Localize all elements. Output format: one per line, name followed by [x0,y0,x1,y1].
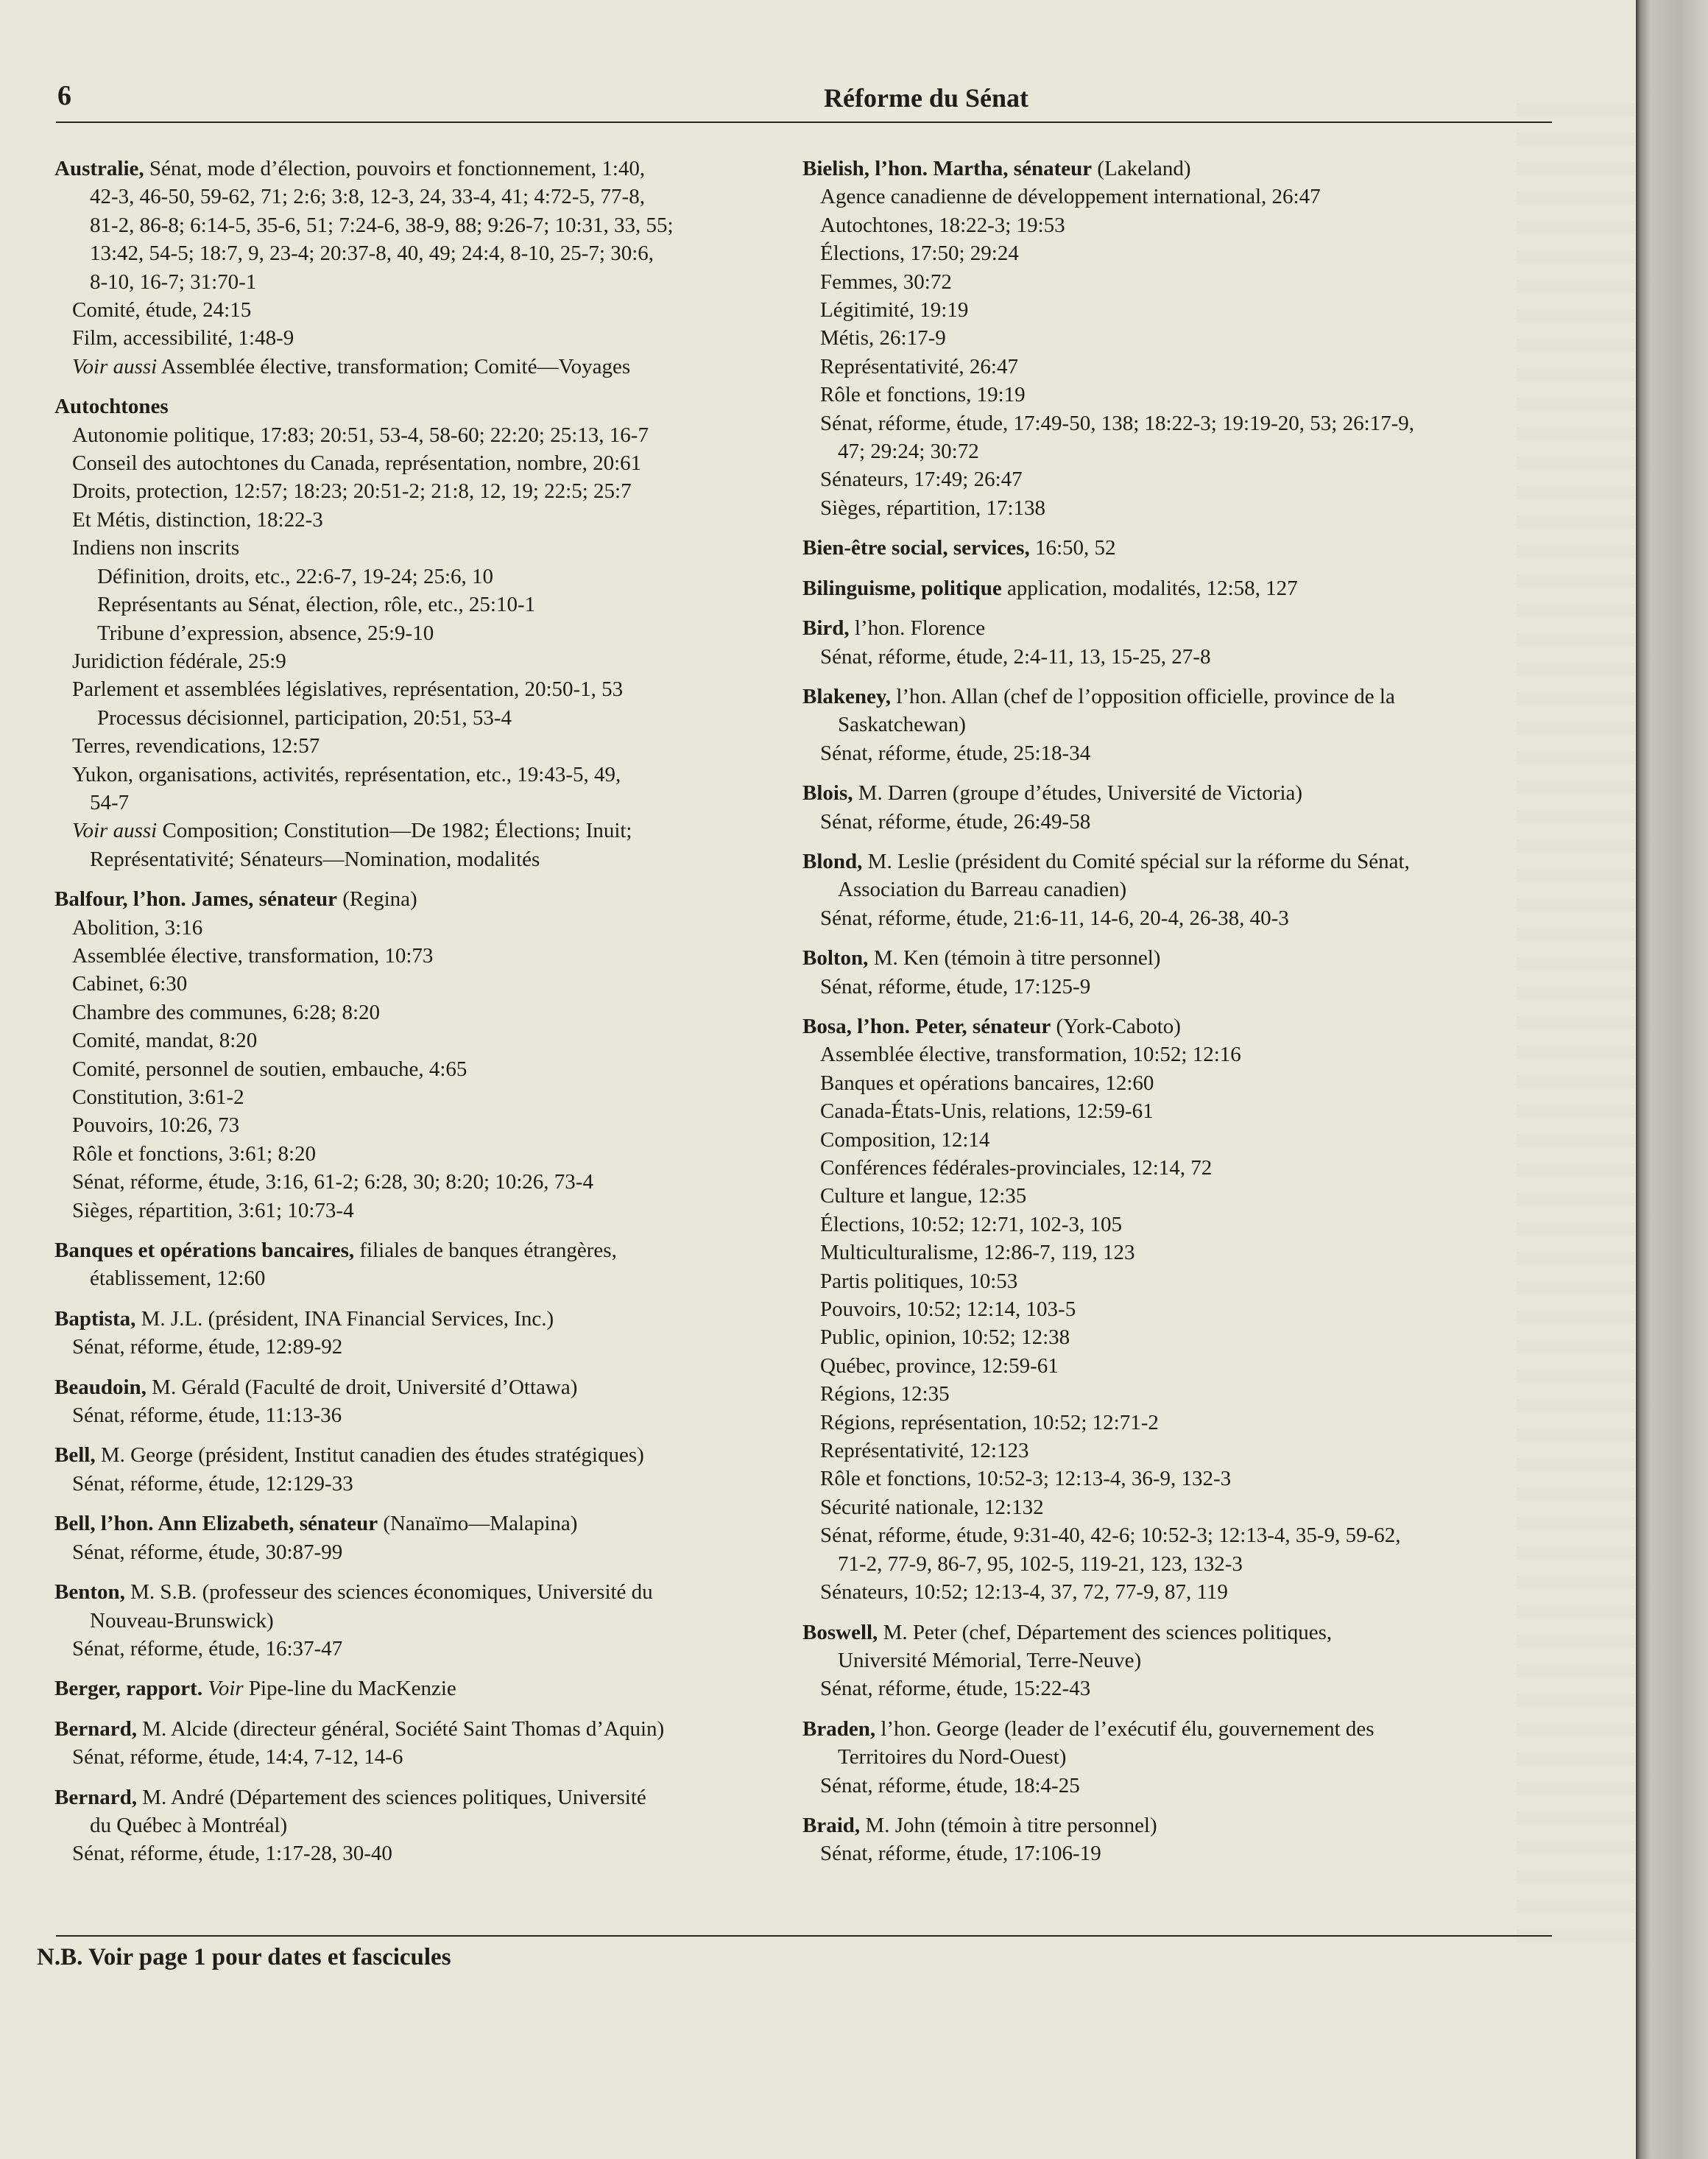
entry-heading-line [54,1305,798,1333]
entry-heading: Beaudoin, [54,1375,147,1399]
footer-rule [56,1935,1552,1937]
entry-subline [802,1578,1561,1606]
entry-text: Droits, protection, 12:57; 18:23; 20:51-2; 21:8, 12, 19; 22:5; 25:7 [72,479,632,504]
entry-text: Multiculturalisme, 12:86-7, 119, 123 [820,1241,1135,1265]
entry-heading-line [802,534,1561,562]
entry-subline [802,973,1561,1001]
entry-text: Université Mémorial, Terre-Neuve) [838,1648,1142,1672]
entry-text: Sénat, réforme, étude, 25:18-34 [820,741,1091,765]
entry-subline [802,1126,1561,1154]
entry-text: M. Leslie (président du Comité spécial sur la réforme du Sénat, [862,849,1410,873]
entry-text: Film, accessibilité, 1:48-9 [72,326,294,351]
entry-text: Métis, 26:17-9 [820,326,946,351]
header-rule [56,121,1552,123]
entry-text: Sénat, réforme, étude, 14:4, 7-12, 14-6 [72,1745,403,1769]
index-entry [54,155,798,381]
entry-subline [802,381,1561,409]
entry-subline [54,353,798,381]
entry-text: 13:42, 54-5; 18:7, 9, 23-4; 20:37-8, 40, 49; 24:4, 8-10, 25-7; 30:6, [90,242,654,266]
entry-subline [54,563,798,591]
entry-text: Représentativité; Sénateurs—Nomination, modalités [90,847,540,871]
entry-subline [54,534,798,562]
entry-text: Processus décisionnel, participation, 20:51, 53-4 [97,705,512,730]
entry-text: Régions, représentation, 10:52; 12:71-2 [820,1410,1159,1434]
entry-subline [54,970,798,998]
entry-subline [54,1743,798,1771]
entry-subline [54,1635,798,1663]
entry-text: 71-2, 77-9, 86-7, 95, 102-5, 119-21, 123, 132-3 [838,1552,1243,1576]
entry-subline [802,494,1561,522]
entry-heading-line [802,1619,1561,1646]
entry-heading-line [802,848,1561,876]
entry-heading-line [54,1373,798,1401]
entry-heading: Bernard, [54,1785,137,1809]
entry-text: M. Alcide (directeur général, Société Saint Thomas d’Aquin) [136,1716,665,1741]
entry-subline [54,1811,798,1839]
entry-text: Sénat, réforme, étude, 30:87-99 [72,1540,343,1564]
entry-text: Sénat, réforme, étude, 3:16, 61-2; 6:28, 30; 8:20; 10:26, 73-4 [72,1170,593,1194]
entry-text: M. Peter (chef, Département des sciences politiques, [878,1620,1333,1644]
entry-subline [54,1264,798,1292]
entry-text: Représentants au Sénat, élection, rôle, etc., 25:10-1 [97,593,536,617]
entry-text: Sièges, répartition, 17:138 [820,496,1046,520]
entry-subline [54,1055,798,1083]
entry-text: Sécurité nationale, 12:132 [820,1495,1044,1519]
entry-subline [802,1211,1561,1239]
entry-heading-line [802,614,1561,642]
entry-text: 81-2, 86-8; 6:14-5, 35-6, 51; 7:24-6, 38-9, 88; 9:26-7; 10:31, 33, 55; [90,213,674,237]
entry-text: Abolition, 3:16 [72,915,203,940]
entry-heading: Blois, [802,781,853,806]
entry-heading-line [802,683,1561,711]
entry-text: Sénateurs, 10:52; 12:13-4, 37, 72, 77-9, 87, 119 [820,1580,1228,1605]
entry-subline [54,1607,798,1635]
entry-heading: Banques et opérations bancaires, [54,1239,355,1263]
entry-subline [802,1437,1561,1465]
see-also-label: Voir aussi [72,354,158,378]
entry-subline [54,845,798,873]
entry-subline [802,1182,1561,1210]
entry-text: M. André (Département des sciences politiques, Université [136,1785,646,1809]
entry-text: Tribune d’expression, absence, 25:9-10 [97,621,434,645]
entry-heading: Bell, [54,1443,96,1468]
entry-text: application, modalités, 12:58, 127 [1001,576,1298,600]
entry-subline [54,296,798,324]
entry-subline [54,1026,798,1054]
entry-heading: Bernard, [54,1716,137,1741]
entry-subline [802,1465,1561,1493]
entry-text: Assemblée élective, transformation; Comité—Voyages [157,354,631,378]
entry-subline [802,876,1561,904]
entry-subline [802,183,1561,211]
entry-text: Sénat, réforme, étude, 17:106-19 [820,1842,1101,1866]
index-column-right [802,155,1561,1880]
entry-text: Composition, 12:14 [820,1127,990,1152]
entry-subline [802,643,1561,671]
entry-heading-line [54,155,798,183]
entry-subline [54,647,798,675]
index-entry [802,574,1561,602]
entry-heading-line [54,885,798,913]
entry-heading-line [802,574,1561,602]
entry-subline [802,409,1561,437]
entry-heading: Bosa, l’hon. Peter, sénateur [802,1014,1051,1038]
index-entry [54,1510,798,1566]
entry-text: Comité, personnel de soutien, embauche, 4:65 [72,1057,467,1081]
entry-subline [54,789,798,817]
index-entry [54,1578,798,1663]
entry-text: Juridiction fédérale, 25:9 [72,649,286,673]
entry-text: du Québec à Montréal) [90,1813,288,1837]
entry-text: Rôle et fonctions, 19:19 [820,383,1026,407]
entry-text: l’hon. Florence [849,616,986,641]
index-entry [54,1236,798,1293]
entry-heading: Berger, rapport. [54,1677,203,1701]
entry-text: Indiens non inscrits [72,536,240,560]
entry-heading: Balfour, l’hon. James, sénateur [54,887,337,912]
entry-subline [54,704,798,732]
index-entry [54,885,798,1225]
entry-subline [802,1154,1561,1182]
entry-text: (York-Caboto) [1051,1014,1181,1038]
running-title: Réforme du Sénat [824,83,1028,113]
entry-heading: Bilinguisme, politique [802,576,1002,600]
entry-heading-line [802,1715,1561,1743]
entry-text: Yukon, organisations, activités, représentation, etc., 19:43-5, 49, [72,762,621,786]
entry-subline [802,808,1561,836]
entry-text: Définition, droits, etc., 22:6-7, 19-24; 25:6, 10 [97,564,494,588]
entry-heading: Blond, [802,849,863,873]
entry-subline [54,1168,798,1196]
entry-text: Pouvoirs, 10:52; 12:14, 103-5 [820,1297,1076,1322]
entry-text: Sénat, réforme, étude, 12:89-92 [72,1335,343,1359]
entry-text: (Regina) [337,887,417,912]
entry-text: Assemblée élective, transformation, 10:73 [72,943,434,968]
entry-subline [802,1097,1561,1125]
footer-note: N.B. Voir page 1 pour dates et fascicules [37,1944,451,1970]
index-entry [802,1012,1561,1607]
entry-subline [802,437,1561,465]
entry-text: Sénat, réforme, étude, 15:22-43 [820,1677,1091,1701]
entry-subline [802,268,1561,296]
entry-text: Sénat, réforme, étude, 16:37-47 [72,1636,343,1660]
entry-text: Représentativité, 26:47 [820,354,1018,378]
entry-subline [54,449,798,477]
entry-text: M. Gérald (Faculté de droit, Université d’Ottawa) [146,1375,578,1399]
entry-subline [802,296,1561,324]
index-entry [54,1715,798,1772]
entry-subline [802,1674,1561,1702]
entry-text: Sénat, réforme, étude, 18:4-25 [820,1773,1080,1797]
entry-heading-line [802,1811,1561,1839]
entry-heading-line [54,1236,798,1264]
entry-text: M. George (président, Institut canadien des études stratégiques) [95,1443,644,1468]
entry-text: Sénat, réforme, étude, 9:31-40, 42-6; 10:52-3; 12:13-4, 35-9, 59-62, [820,1524,1401,1548]
entry-heading: Bielish, l’hon. Martha, sénateur [802,157,1093,180]
entry-heading: Australie, [54,157,144,180]
entry-text: Sénat, réforme, étude, 17:49-50, 138; 18:22-3; 19:19-20, 53; 26:17-9, [820,411,1415,435]
entry-heading-line [54,392,798,420]
entry-subline [802,1239,1561,1267]
entry-subline [802,1352,1561,1380]
entry-heading: Bell, l’hon. Ann Elizabeth, sénateur [54,1512,378,1536]
entry-subline [54,619,798,647]
entry-subline [802,324,1561,352]
entry-text: Chambre des communes, 6:28; 8:20 [72,1000,381,1024]
entry-heading: Autochtones [54,395,169,419]
entry-heading: Boswell, [802,1620,878,1644]
entry-text: Rôle et fonctions, 3:61; 8:20 [72,1141,317,1166]
index-entry [54,1305,798,1362]
entry-subline [54,421,798,449]
index-entry [802,848,1561,932]
entry-heading-line [54,1510,798,1538]
entry-subline [54,1111,798,1139]
entry-subline [802,1069,1561,1097]
entry-text: Autochtones, 18:22-3; 19:53 [820,213,1065,237]
page-edge-shadow [1636,0,1708,2159]
index-entry [802,534,1561,562]
entry-heading: Bird, [802,616,850,641]
entry-subline [802,1772,1561,1800]
entry-subline [802,1040,1561,1068]
entry-text: M. John (témoin à titre personnel) [860,1813,1157,1837]
entry-subline [802,1646,1561,1674]
index-entry [802,779,1561,836]
entry-text: Assemblée élective, transformation, 10:52; 12:16 [820,1043,1241,1067]
index-column-left [54,155,798,1880]
entry-text: Sénat, réforme, étude, 26:49-58 [820,809,1091,834]
entry-text: l’hon. George (leader de l’exécutif élu, gouvernement des [875,1716,1374,1741]
entry-heading: Bien-être social, services, [802,536,1030,560]
entry-subline [54,211,798,239]
entry-subline [54,506,798,534]
entry-text: 54-7 [90,790,130,814]
entry-subline [802,1521,1561,1549]
entry-subline [54,1083,798,1111]
entry-text: Partis politiques, 10:53 [820,1269,1018,1293]
entry-subline [54,1839,798,1867]
entry-text: Représentativité, 12:123 [820,1439,1029,1463]
entry-text: Rôle et fonctions, 10:52-3; 12:13-4, 36-9, 132-3 [820,1467,1232,1491]
entry-text: M. Darren (groupe d’études, Université de Victoria) [853,781,1303,806]
entry-text: 47; 29:24; 30:72 [838,440,979,464]
index-entry [802,1811,1561,1868]
entry-text: Canada-États-Unis, relations, 12:59-61 [820,1099,1154,1124]
entry-subline [802,353,1561,381]
entry-subline [54,591,798,619]
entry-heading-line [802,944,1561,972]
entry-subline [54,268,798,296]
entry-text: (Nanaïmo—Malapina) [378,1512,578,1536]
entry-subline [802,1409,1561,1437]
entry-heading: Benton, [54,1580,125,1605]
entry-heading: Blakeney, [802,684,892,708]
entry-text: 16:50, 52 [1029,536,1116,560]
entry-heading-line [54,1441,798,1469]
entry-subline [54,477,798,505]
entry-text: Régions, 12:35 [820,1382,950,1406]
entry-subline [54,817,798,845]
entry-subline [802,904,1561,932]
entry-subline [54,183,798,211]
index-entry [802,944,1561,1001]
entry-subline [802,1743,1561,1771]
index-entry [54,1373,798,1430]
entry-subline [54,732,798,760]
entry-text: Agence canadienne de développement international, 26:47 [820,185,1321,209]
entry-heading: Baptista, [54,1306,136,1331]
entry-subline [54,914,798,942]
see-also-label: Voir [202,1677,244,1701]
entry-text: Sièges, répartition, 3:61; 10:73-4 [72,1198,354,1222]
entry-subline [802,1323,1561,1351]
entry-text: Conseil des autochtones du Canada, représentation, nombre, 20:61 [72,451,642,476]
entry-subline [802,1295,1561,1323]
entry-heading-line [802,1012,1561,1040]
entry-text: Culture et langue, 12:35 [820,1184,1027,1208]
index-entry [54,1674,798,1702]
entry-text: Légitimité, 19:19 [820,298,969,323]
index-entry [802,155,1561,522]
entry-heading: Braid, [802,1813,861,1837]
entry-text: Femmes, 30:72 [820,270,952,294]
entry-text: Territoires du Nord-Ouest) [838,1745,1067,1769]
entry-subline [802,1550,1561,1578]
entry-subline [54,761,798,789]
entry-text: Sénat, mode d’élection, pouvoirs et fonctionnement, 1:40, [144,157,646,180]
entry-text: Cabinet, 6:30 [72,972,188,996]
entry-text: Comité, étude, 24:15 [72,298,252,323]
entry-subline [802,711,1561,739]
entry-text: Comité, mandat, 8:20 [72,1029,258,1053]
entry-subline [802,465,1561,493]
index-entry [802,683,1561,767]
entry-text: Banques et opérations bancaires, 12:60 [820,1071,1154,1095]
index-entry [802,614,1561,671]
entry-subline [802,239,1561,267]
entry-text: Nouveau-Brunswick) [90,1608,274,1633]
entry-text: Et Métis, distinction, 18:22-3 [72,507,323,532]
see-also-label: Voir aussi [72,819,158,843]
entry-subline [802,1267,1561,1295]
entry-text: Composition; Constitution—De 1982; Élections; Inuit; [157,819,632,843]
entry-text: Pouvoirs, 10:26, 73 [72,1113,240,1138]
entry-text: Association du Barreau canadien) [838,878,1127,902]
entry-subline [54,324,798,352]
entry-heading: Bolton, [802,946,869,971]
entry-text: Sénat, réforme, étude, 17:125-9 [820,974,1091,999]
entry-subline [802,211,1561,239]
entry-text: (Lakeland) [1092,157,1191,180]
entry-text: Constitution, 3:61-2 [72,1085,244,1109]
entry-subline [54,1538,798,1566]
entry-text: Sénat, réforme, étude, 12:129-33 [72,1471,353,1496]
entry-text: Conférences fédérales-provinciales, 12:14, 72 [820,1156,1213,1180]
index-entry [802,1715,1561,1800]
index-entry [54,1783,798,1868]
entry-heading-line [802,779,1561,807]
entry-subline [54,239,798,267]
entry-text: filiales de banques étrangères, [354,1239,617,1263]
entry-text: Sénateurs, 17:49; 26:47 [820,468,1023,492]
entry-subline [802,1493,1561,1521]
entry-subline [802,1839,1561,1867]
entry-heading-line [802,155,1561,183]
entry-subline [54,1197,798,1225]
entry-text: Sénat, réforme, étude, 1:17-28, 30-40 [72,1842,392,1866]
entry-heading-line [54,1715,798,1743]
entry-text: l’hon. Allan (chef de l’opposition officielle, province de la [891,684,1395,708]
entry-subline [802,1380,1561,1408]
entry-heading-line [54,1783,798,1811]
entry-subline [54,1470,798,1498]
entry-text: Québec, province, 12:59-61 [820,1353,1059,1378]
entry-text: 8-10, 16-7; 31:70-1 [90,270,257,294]
entry-subline [54,1333,798,1361]
entry-heading-line [54,1578,798,1606]
entry-text: Élections, 17:50; 29:24 [820,242,1019,266]
entry-subline [54,675,798,703]
entry-subline [54,999,798,1026]
index-entry [802,1619,1561,1703]
entry-heading-line [54,1674,798,1702]
entry-text: Public, opinion, 10:52; 12:38 [820,1325,1070,1350]
entry-text: établissement, 12:60 [90,1267,266,1291]
entry-text: Terres, revendications, 12:57 [72,734,320,758]
entry-text: M. Ken (témoin à titre personnel) [868,946,1161,971]
entry-text: M. S.B. (professeur des sciences économiques, Université du [124,1580,653,1605]
entry-subline [54,1140,798,1168]
entry-text: Sénat, réforme, étude, 11:13-36 [72,1403,342,1428]
entry-subline [54,942,798,970]
entry-subline [54,1401,798,1429]
entry-text: M. J.L. (président, INA Financial Services, Inc.) [135,1306,554,1331]
index-entry [54,1441,798,1498]
page-number: 6 [57,80,71,111]
entry-text: Saskatchewan) [838,713,966,737]
entry-text: Autonomie politique, 17:83; 20:51, 53-4, 58-60; 22:20; 25:13, 16-7 [72,423,649,447]
entry-subline [802,739,1561,767]
index-entry [54,392,798,873]
entry-heading: Braden, [802,1716,876,1741]
entry-text: Sénat, réforme, étude, 2:4-11, 13, 15-25, 27-8 [820,644,1211,669]
entry-text: Élections, 10:52; 12:71, 102-3, 105 [820,1212,1122,1236]
entry-text: Parlement et assemblées législatives, représentation, 20:50-1, 53 [72,677,624,702]
entry-text: Pipe-line du MacKenzie [243,1677,456,1701]
entry-text: 42-3, 46-50, 59-62, 71; 2:6; 3:8, 12-3, 24, 33-4, 41; 4:72-5, 77-8, [90,185,645,209]
entry-text: Sénat, réforme, étude, 21:6-11, 14-6, 20-4, 26-38, 40-3 [820,906,1289,930]
